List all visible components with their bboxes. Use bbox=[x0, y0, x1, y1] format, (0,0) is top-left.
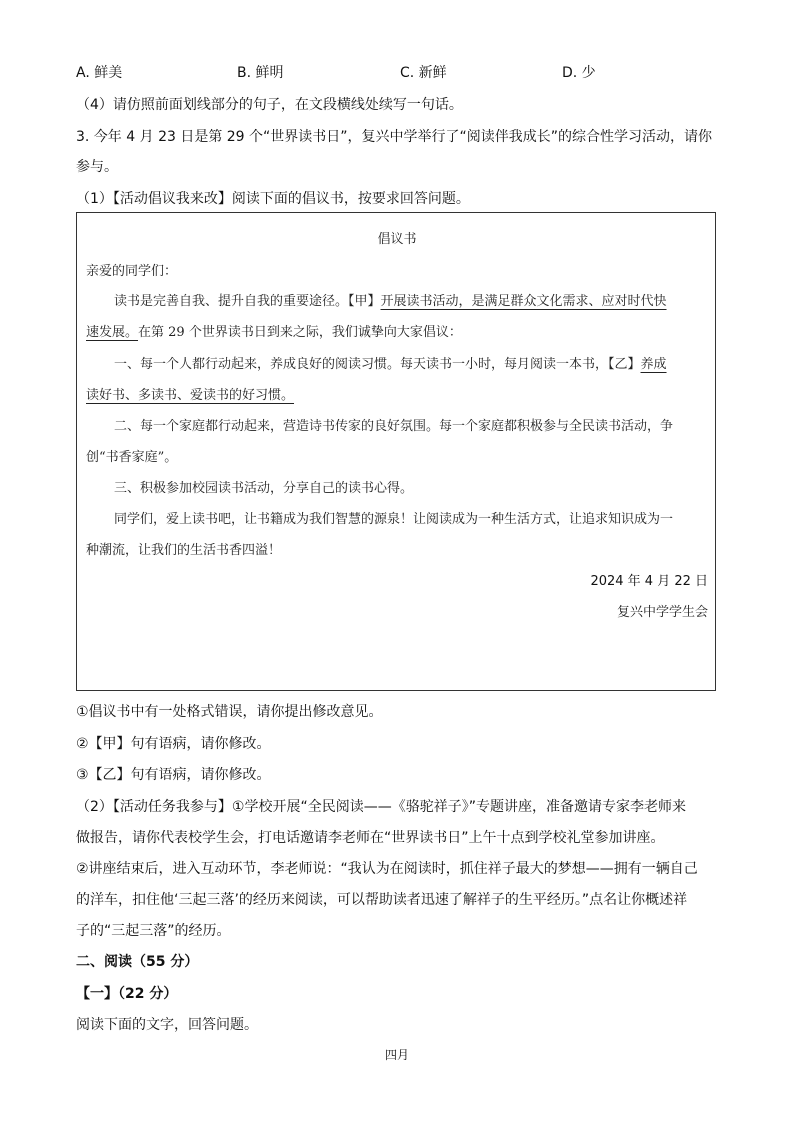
letter-signer: 复兴中学学生会 bbox=[616, 605, 708, 620]
letter-paragraph-4: 三、积极参加校园读书活动，分享自己的读书心得。 bbox=[114, 481, 414, 496]
option-d: D. 少 bbox=[562, 65, 596, 81]
section-2-part1: 【一】（22 分） bbox=[76, 986, 178, 1002]
question-3-line2: 参与。 bbox=[76, 159, 118, 175]
option-a: A. 鲜美 bbox=[76, 65, 123, 81]
letter-paragraph-1-line2: 速发展。在第 29 个世界读书日到来之际，我们诚挚向大家倡议： bbox=[86, 325, 462, 340]
question-4: （4）请仿照前面划线部分的句子，在文段横线处续写一句话。 bbox=[76, 97, 463, 113]
option-b: B. 鲜明 bbox=[237, 65, 284, 81]
page-footer: 四月 bbox=[384, 1048, 409, 1062]
subquestion-2: ②【甲】句有语病，请你修改。 bbox=[76, 736, 271, 752]
letter-title: 倡议书 bbox=[377, 232, 417, 247]
subquestion-1: ①倡议书中有一处格式错误，请你提出修改意见。 bbox=[76, 704, 383, 720]
question-3-part2-line4: 的洋车，扣住他‘三起三落’的经历来阅读，可以帮助读者迅速了解祥子的生平经历。”点名让你概述祥 bbox=[76, 892, 688, 908]
letter-greeting: 亲爱的同学们： bbox=[86, 264, 178, 279]
question-3-part2-line5: 子的“三起三落”的经历。 bbox=[76, 923, 231, 939]
question-3-part2-line3: ②讲座结束后，进入互动环节，李老师说：“我认为在阅读时，抓住祥子最大的梦想——拥有一辆自己 bbox=[76, 861, 698, 877]
section-2-title: 二、阅读（55 分） bbox=[76, 954, 199, 970]
subquestion-3: ③【乙】句有语病，请你修改。 bbox=[76, 767, 271, 783]
letter-paragraph-2-line1: 一、每一个人都行动起来，养成良好的阅读习惯。每天读书一小时，每月阅读一本书，【乙】养成 bbox=[114, 357, 667, 372]
letter-date: 2024 年 4 月 22 日 bbox=[590, 574, 708, 589]
letter-paragraph-5-line1: 同学们，爱上读书吧，让书籍成为我们智慧的源泉！让阅读成为一种生活方式，让追求知识成为一 bbox=[114, 512, 674, 527]
letter-paragraph-2-line2: 读好书、多读书、爱读书的好习惯。 bbox=[86, 388, 295, 403]
letter-paragraph-3-line1: 二、每一个家庭都行动起来，营造诗书传家的良好氛围。每一个家庭都积极参与全民读书活动，争 bbox=[114, 419, 674, 434]
question-3-line1: 3. 今年 4 月 23 日是第 29 个“世界读书日”，复兴中学举行了“阅读伴我成长”的综合性学习活动，请你 bbox=[76, 129, 713, 145]
underlined-sentence-yi: 养成 bbox=[640, 357, 667, 372]
question-3-part2-line2: 做报告，请你代表校学生会，打电话邀请李老师在“世界读书日”上午十点到学校礼堂参加讲座。 bbox=[76, 830, 665, 846]
question-3-part2-line1: （2）【活动任务我参与】①学校开展“全民阅读——《骆驼祥子》”专题讲座，准备邀请专家李老师来 bbox=[76, 799, 686, 815]
underlined-sentence-jia: 开展读书活动，是满足群众文化需求、应对时代快 bbox=[380, 294, 667, 309]
section-2-instruction: 阅读下面的文字，回答问题。 bbox=[76, 1017, 258, 1033]
option-c: C. 新鲜 bbox=[400, 65, 447, 81]
letter-paragraph-1-line1: 读书是完善自我、提升自我的重要途径。【甲】开展读书活动，是满足群众文化需求、应对时代快 bbox=[114, 294, 667, 309]
letter-paragraph-3-line2: 创“书香家庭”。 bbox=[86, 450, 178, 465]
letter-paragraph-5-line2: 种潮流，让我们的生活书香四溢！ bbox=[86, 543, 282, 558]
question-3-sub1: （1）【活动倡议我来改】阅读下面的倡议书，按要求回答问题。 bbox=[76, 191, 470, 207]
